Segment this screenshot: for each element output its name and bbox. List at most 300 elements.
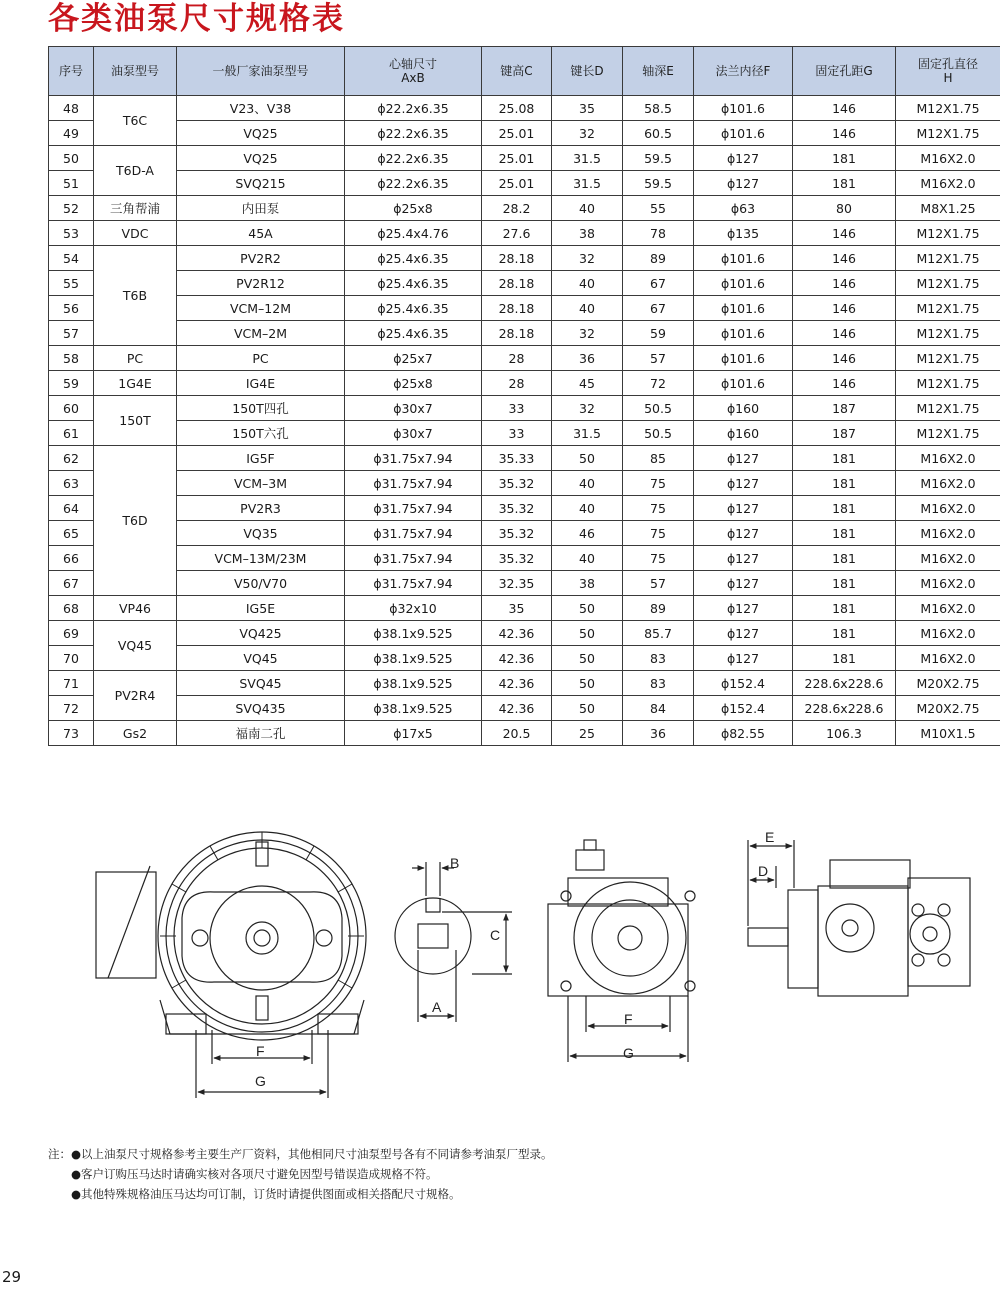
cell-seq: 58 xyxy=(49,346,94,371)
cell-h: M16X2.0 xyxy=(896,596,1000,621)
cell-f: ϕ160 xyxy=(694,396,793,421)
cell-pump-model: PC xyxy=(94,346,177,371)
cell-d: 31.5 xyxy=(552,146,623,171)
cell-shaft: ϕ25.4x6.35 xyxy=(345,246,482,271)
page-number: 29 xyxy=(2,1268,22,1286)
key-a-label: A xyxy=(432,999,442,1015)
cell-c: 28.18 xyxy=(482,296,552,321)
note-text-2: 客户订购压马达时请确实核对各项尺寸避免因型号错误造成规格不符。 xyxy=(81,1167,438,1181)
cell-f: ϕ82.55 xyxy=(694,721,793,746)
cell-g: 146 xyxy=(793,321,896,346)
cell-h: M12X1.75 xyxy=(896,246,1000,271)
cell-seq: 66 xyxy=(49,546,94,571)
cell-general: VQ25 xyxy=(177,121,345,146)
cell-h: M16X2.0 xyxy=(896,521,1000,546)
header-shaft-depth: 轴深E xyxy=(623,47,694,96)
cell-h: M16X2.0 xyxy=(896,546,1000,571)
cell-d: 38 xyxy=(552,571,623,596)
cell-d: 50 xyxy=(552,696,623,721)
cell-g: 181 xyxy=(793,596,896,621)
cell-h: M12X1.75 xyxy=(896,96,1000,121)
cell-f: ϕ101.6 xyxy=(694,346,793,371)
side-e-label: E xyxy=(765,829,775,845)
table-row xyxy=(49,696,1000,721)
cell-shaft: ϕ25.4x6.35 xyxy=(345,296,482,321)
header-general: 一般厂家油泵型号 xyxy=(177,47,345,96)
cell-d: 40 xyxy=(552,196,623,221)
cell-seq: 51 xyxy=(49,171,94,196)
cell-d: 25 xyxy=(552,721,623,746)
cell-f: ϕ63 xyxy=(694,196,793,221)
cell-g: 181 xyxy=(793,496,896,521)
cell-seq: 62 xyxy=(49,446,94,471)
cell-pump-model: 三角帮浦 xyxy=(94,196,177,221)
cell-shaft: ϕ22.2x6.35 xyxy=(345,146,482,171)
cell-g: 181 xyxy=(793,446,896,471)
cell-g: 181 xyxy=(793,471,896,496)
cell-shaft: ϕ25.4x6.35 xyxy=(345,271,482,296)
cell-d: 50 xyxy=(552,596,623,621)
cell-d: 32 xyxy=(552,246,623,271)
cell-f: ϕ127 xyxy=(694,521,793,546)
cell-general: VQ25 xyxy=(177,146,345,171)
cell-h: M12X1.75 xyxy=(896,346,1000,371)
cell-g: 187 xyxy=(793,396,896,421)
note-2 xyxy=(48,1164,553,1184)
table-row xyxy=(49,96,1000,121)
cell-e: 75 xyxy=(623,521,694,546)
cell-seq: 59 xyxy=(49,371,94,396)
cell-seq: 73 xyxy=(49,721,94,746)
cell-general: VCM–3M xyxy=(177,471,345,496)
table-row xyxy=(49,521,1000,546)
cell-g: 146 xyxy=(793,296,896,321)
cell-e: 84 xyxy=(623,696,694,721)
cell-f: ϕ127 xyxy=(694,546,793,571)
cell-d: 40 xyxy=(552,296,623,321)
cell-c: 35 xyxy=(482,596,552,621)
cell-h: M12X1.75 xyxy=(896,121,1000,146)
table-row xyxy=(49,221,1000,246)
cell-general: VCM–12M xyxy=(177,296,345,321)
cell-general: PC xyxy=(177,346,345,371)
note-prefix: 注： xyxy=(48,1147,71,1161)
cell-c: 28.18 xyxy=(482,271,552,296)
cell-general: 150T四孔 xyxy=(177,396,345,421)
cell-general: V23、V38 xyxy=(177,96,345,121)
table-row xyxy=(49,446,1000,471)
cell-e: 85 xyxy=(623,446,694,471)
cell-general: SVQ215 xyxy=(177,171,345,196)
cell-seq: 61 xyxy=(49,421,94,446)
cell-general: VQ45 xyxy=(177,646,345,671)
cell-seq: 64 xyxy=(49,496,94,521)
cell-h: M16X2.0 xyxy=(896,621,1000,646)
note-1 xyxy=(48,1144,553,1164)
cell-e: 57 xyxy=(623,346,694,371)
cell-h: M16X2.0 xyxy=(896,471,1000,496)
cell-g: 106.3 xyxy=(793,721,896,746)
cell-d: 50 xyxy=(552,646,623,671)
cell-general: PV2R3 xyxy=(177,496,345,521)
cell-e: 57 xyxy=(623,571,694,596)
note-text-1: 以上油泵尺寸规格参考主要生产厂资料，其他相同尺寸油泵型号各有不同请参考油泵厂型录。 xyxy=(81,1147,553,1161)
cell-h: M12X1.75 xyxy=(896,271,1000,296)
cell-h: M12X1.75 xyxy=(896,221,1000,246)
header-seq: 序号 xyxy=(49,47,94,96)
cell-f: ϕ127 xyxy=(694,146,793,171)
header-key-length: 键长D xyxy=(552,47,623,96)
cell-seq: 56 xyxy=(49,296,94,321)
table-row xyxy=(49,646,1000,671)
cell-seq: 63 xyxy=(49,471,94,496)
cell-f: ϕ127 xyxy=(694,171,793,196)
table-row xyxy=(49,496,1000,521)
cell-d: 38 xyxy=(552,221,623,246)
cell-h: M20X2.75 xyxy=(896,696,1000,721)
cell-g: 187 xyxy=(793,421,896,446)
table-row xyxy=(49,271,1000,296)
cell-e: 60.5 xyxy=(623,121,694,146)
cell-c: 28 xyxy=(482,346,552,371)
motor-front-view xyxy=(96,832,366,1098)
table-row xyxy=(49,246,1000,271)
cell-e: 59.5 xyxy=(623,146,694,171)
cell-c: 42.36 xyxy=(482,671,552,696)
cell-seq: 54 xyxy=(49,246,94,271)
cell-seq: 50 xyxy=(49,146,94,171)
cell-h: M20X2.75 xyxy=(896,671,1000,696)
cell-seq: 55 xyxy=(49,271,94,296)
cell-f: ϕ101.6 xyxy=(694,371,793,396)
cell-d: 45 xyxy=(552,371,623,396)
cell-g: 181 xyxy=(793,546,896,571)
cell-shaft: ϕ17x5 xyxy=(345,721,482,746)
cell-general: IG5E xyxy=(177,596,345,621)
cell-shaft: ϕ25x7 xyxy=(345,346,482,371)
cell-e: 83 xyxy=(623,646,694,671)
bullet-icon: ● xyxy=(71,1187,82,1201)
cell-d: 40 xyxy=(552,271,623,296)
cell-shaft: ϕ38.1x9.525 xyxy=(345,646,482,671)
cell-seq: 70 xyxy=(49,646,94,671)
cell-d: 32 xyxy=(552,121,623,146)
cell-seq: 57 xyxy=(49,321,94,346)
cell-pump-model: T6D-A xyxy=(94,146,177,196)
cell-shaft: ϕ22.2x6.35 xyxy=(345,121,482,146)
table-row xyxy=(49,721,1000,746)
cell-shaft: ϕ38.1x9.525 xyxy=(345,696,482,721)
cell-shaft: ϕ25.4x6.35 xyxy=(345,321,482,346)
cell-f: ϕ101.6 xyxy=(694,271,793,296)
cell-seq: 71 xyxy=(49,671,94,696)
table-row xyxy=(49,421,1000,446)
page-title: 各类油泵尺寸规格表 xyxy=(48,1,345,37)
cell-shaft: ϕ31.75x7.94 xyxy=(345,521,482,546)
cell-d: 40 xyxy=(552,496,623,521)
cell-h: M16X2.0 xyxy=(896,171,1000,196)
cell-pump-model: T6C xyxy=(94,96,177,146)
cell-e: 58.5 xyxy=(623,96,694,121)
cell-e: 89 xyxy=(623,596,694,621)
table-row xyxy=(49,471,1000,496)
table-row xyxy=(49,396,1000,421)
cell-pump-model: T6B xyxy=(94,246,177,346)
cell-e: 59.5 xyxy=(623,171,694,196)
header-hole-dia xyxy=(896,47,1000,96)
header-shaft xyxy=(345,47,482,96)
cell-shaft: ϕ31.75x7.94 xyxy=(345,546,482,571)
cell-g: 146 xyxy=(793,246,896,271)
cell-f: ϕ127 xyxy=(694,646,793,671)
header-hole-dia-line1: 固定孔直径 xyxy=(917,57,978,71)
cell-g: 146 xyxy=(793,96,896,121)
cell-c: 20.5 xyxy=(482,721,552,746)
cell-g: 181 xyxy=(793,171,896,196)
motor-g-label: G xyxy=(255,1073,266,1089)
cell-pump-model: VQ45 xyxy=(94,621,177,671)
table-row xyxy=(49,121,1000,146)
cell-general: 福南二孔 xyxy=(177,721,345,746)
cell-seq: 72 xyxy=(49,696,94,721)
cell-e: 67 xyxy=(623,296,694,321)
pump-side-view xyxy=(748,840,970,996)
cell-d: 32 xyxy=(552,396,623,421)
cell-h: M12X1.75 xyxy=(896,371,1000,396)
cell-g: 181 xyxy=(793,571,896,596)
cell-f: ϕ101.6 xyxy=(694,121,793,146)
cell-h: M12X1.75 xyxy=(896,396,1000,421)
cell-c: 28.18 xyxy=(482,321,552,346)
cell-d: 31.5 xyxy=(552,171,623,196)
key-b-label: B xyxy=(450,855,460,871)
cell-shaft: ϕ22.2x6.35 xyxy=(345,96,482,121)
cell-shaft: ϕ31.75x7.94 xyxy=(345,571,482,596)
cell-e: 85.7 xyxy=(623,621,694,646)
cell-general: PV2R12 xyxy=(177,271,345,296)
cell-h: M16X2.0 xyxy=(896,571,1000,596)
cell-c: 35.33 xyxy=(482,446,552,471)
cell-h: M16X2.0 xyxy=(896,646,1000,671)
cell-d: 50 xyxy=(552,446,623,471)
cell-f: ϕ127 xyxy=(694,571,793,596)
pump-front-view xyxy=(548,840,695,1062)
cell-g: 146 xyxy=(793,221,896,246)
cell-f: ϕ135 xyxy=(694,221,793,246)
cell-g: 181 xyxy=(793,521,896,546)
cell-f: ϕ127 xyxy=(694,496,793,521)
side-d-label: D xyxy=(758,863,769,879)
cell-general: IG5F xyxy=(177,446,345,471)
cell-f: ϕ127 xyxy=(694,596,793,621)
cell-h: M12X1.75 xyxy=(896,421,1000,446)
cell-d: 50 xyxy=(552,671,623,696)
cell-e: 75 xyxy=(623,496,694,521)
cell-seq: 60 xyxy=(49,396,94,421)
cell-e: 50.5 xyxy=(623,421,694,446)
cell-c: 25.01 xyxy=(482,146,552,171)
table-row xyxy=(49,546,1000,571)
table-row xyxy=(49,321,1000,346)
cell-f: ϕ160 xyxy=(694,421,793,446)
cell-general: V50/V70 xyxy=(177,571,345,596)
header-shaft-line2: AxB xyxy=(401,71,425,85)
table-row xyxy=(49,346,1000,371)
cell-e: 36 xyxy=(623,721,694,746)
cell-f: ϕ101.6 xyxy=(694,246,793,271)
cell-shaft: ϕ30x7 xyxy=(345,396,482,421)
cell-h: M10X1.5 xyxy=(896,721,1000,746)
cell-pump-model: 150T xyxy=(94,396,177,446)
cell-c: 28 xyxy=(482,371,552,396)
table-row xyxy=(49,146,1000,171)
cell-pump-model: VP46 xyxy=(94,596,177,621)
cell-c: 25.01 xyxy=(482,121,552,146)
cell-f: ϕ101.6 xyxy=(694,296,793,321)
cell-shaft: ϕ32x10 xyxy=(345,596,482,621)
cell-c: 35.32 xyxy=(482,471,552,496)
cell-h: M12X1.75 xyxy=(896,321,1000,346)
cell-e: 72 xyxy=(623,371,694,396)
cell-c: 27.6 xyxy=(482,221,552,246)
table-row xyxy=(49,596,1000,621)
cell-e: 83 xyxy=(623,671,694,696)
cell-d: 46 xyxy=(552,521,623,546)
cell-c: 25.08 xyxy=(482,96,552,121)
header-hole-dia-line2: H xyxy=(943,71,953,85)
cell-d: 40 xyxy=(552,546,623,571)
cell-shaft: ϕ38.1x9.525 xyxy=(345,671,482,696)
cell-f: ϕ127 xyxy=(694,446,793,471)
cell-d: 31.5 xyxy=(552,421,623,446)
key-c-label: C xyxy=(490,927,501,943)
table-row xyxy=(49,296,1000,321)
cell-e: 59 xyxy=(623,321,694,346)
cell-pump-model: Gs2 xyxy=(94,721,177,746)
spec-table xyxy=(48,46,1000,746)
cell-pump-model: VDC xyxy=(94,221,177,246)
cell-g: 228.6x228.6 xyxy=(793,671,896,696)
cell-general: SVQ435 xyxy=(177,696,345,721)
cell-f: ϕ101.6 xyxy=(694,96,793,121)
bullet-icon: ● xyxy=(71,1167,82,1181)
cell-c: 28.2 xyxy=(482,196,552,221)
cell-f: ϕ127 xyxy=(694,621,793,646)
cell-g: 80 xyxy=(793,196,896,221)
pump-g-label: G xyxy=(623,1045,634,1061)
motor-f-label: F xyxy=(256,1043,265,1059)
cell-f: ϕ101.6 xyxy=(694,321,793,346)
cell-d: 36 xyxy=(552,346,623,371)
cell-g: 181 xyxy=(793,646,896,671)
cell-h: M16X2.0 xyxy=(896,496,1000,521)
table-row xyxy=(49,671,1000,696)
cell-h: M16X2.0 xyxy=(896,146,1000,171)
cell-g: 146 xyxy=(793,271,896,296)
cell-c: 33 xyxy=(482,396,552,421)
cell-general: PV2R2 xyxy=(177,246,345,271)
cell-general: 150T六孔 xyxy=(177,421,345,446)
header-hole-pitch: 固定孔距G xyxy=(793,47,896,96)
table-row xyxy=(49,196,1000,221)
cell-shaft: ϕ38.1x9.525 xyxy=(345,621,482,646)
cell-g: 181 xyxy=(793,621,896,646)
cell-c: 35.32 xyxy=(482,496,552,521)
cell-e: 75 xyxy=(623,546,694,571)
cell-e: 78 xyxy=(623,221,694,246)
cell-c: 25.01 xyxy=(482,171,552,196)
cell-g: 146 xyxy=(793,371,896,396)
notes xyxy=(48,1144,553,1204)
cell-e: 89 xyxy=(623,246,694,271)
cell-e: 67 xyxy=(623,271,694,296)
table-row xyxy=(49,621,1000,646)
cell-general: VQ425 xyxy=(177,621,345,646)
cell-h: M8X1.25 xyxy=(896,196,1000,221)
cell-general: VCM–2M xyxy=(177,321,345,346)
cell-h: M16X2.0 xyxy=(896,446,1000,471)
cell-c: 42.36 xyxy=(482,646,552,671)
cell-shaft: ϕ25x8 xyxy=(345,196,482,221)
cell-seq: 68 xyxy=(49,596,94,621)
cell-e: 55 xyxy=(623,196,694,221)
cell-shaft: ϕ31.75x7.94 xyxy=(345,496,482,521)
cell-d: 50 xyxy=(552,621,623,646)
cell-d: 35 xyxy=(552,96,623,121)
header-flange: 法兰内径F xyxy=(694,47,793,96)
cell-general: VCM–13M/23M xyxy=(177,546,345,571)
cell-seq: 49 xyxy=(49,121,94,146)
table-body xyxy=(49,96,1000,746)
note-text-3: 其他特殊规格油压马达均可订制，订货时请提供图面或相关搭配尺寸规格。 xyxy=(81,1187,461,1201)
cell-pump-model: PV2R4 xyxy=(94,671,177,721)
bullet-icon: ● xyxy=(71,1147,82,1161)
cell-d: 40 xyxy=(552,471,623,496)
cell-f: ϕ127 xyxy=(694,471,793,496)
note-3 xyxy=(48,1184,553,1204)
dimension-diagrams xyxy=(0,800,1000,1120)
cell-c: 28.18 xyxy=(482,246,552,271)
cell-g: 146 xyxy=(793,346,896,371)
cell-c: 42.36 xyxy=(482,621,552,646)
table-row xyxy=(49,571,1000,596)
cell-shaft: ϕ25x8 xyxy=(345,371,482,396)
cell-shaft: ϕ22.2x6.35 xyxy=(345,171,482,196)
cell-f: ϕ152.4 xyxy=(694,671,793,696)
cell-general: SVQ45 xyxy=(177,671,345,696)
cell-seq: 52 xyxy=(49,196,94,221)
pump-f-label: F xyxy=(624,1011,633,1027)
cell-e: 75 xyxy=(623,471,694,496)
cell-h: M12X1.75 xyxy=(896,296,1000,321)
table-row xyxy=(49,371,1000,396)
cell-c: 42.36 xyxy=(482,696,552,721)
cell-g: 181 xyxy=(793,146,896,171)
table-row xyxy=(49,171,1000,196)
cell-seq: 67 xyxy=(49,571,94,596)
header-key-height: 键高C xyxy=(482,47,552,96)
cell-pump-model: T6D xyxy=(94,446,177,596)
cell-seq: 48 xyxy=(49,96,94,121)
cell-c: 32.35 xyxy=(482,571,552,596)
cell-f: ϕ152.4 xyxy=(694,696,793,721)
cell-shaft: ϕ31.75x7.94 xyxy=(345,471,482,496)
cell-d: 32 xyxy=(552,321,623,346)
cell-general: 45A xyxy=(177,221,345,246)
header-shaft-line1: 心轴尺寸 xyxy=(388,57,437,71)
cell-e: 50.5 xyxy=(623,396,694,421)
cell-g: 228.6x228.6 xyxy=(793,696,896,721)
